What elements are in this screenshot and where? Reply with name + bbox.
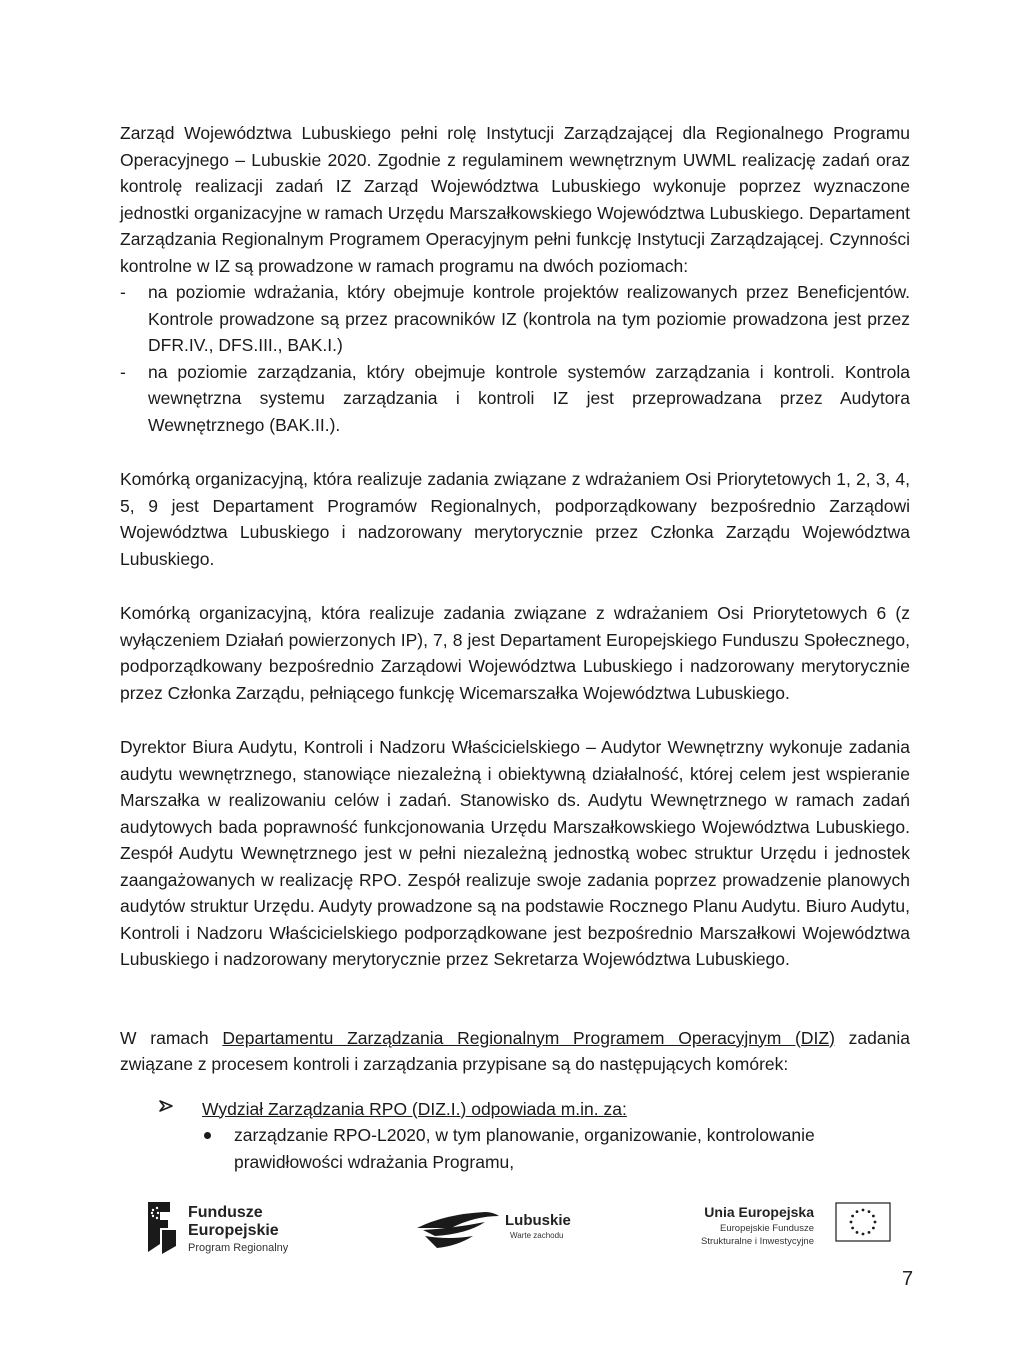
eu-flag-icon — [835, 1202, 891, 1242]
page-number: 7 — [902, 1268, 914, 1290]
paragraph-diz — [120, 1025, 910, 1078]
list-item: - na poziomie zarządzania, który obejmuje kontrole systemów zarządzania i kontroli. Kontrola wewnętrzna systemu zarządzania i kontroli IZ jest przeprowadzana przez Audytora Wewnętrznego (BAK.II.). — [120, 359, 910, 439]
ue-line2: Europejskie Fundusze — [720, 1223, 814, 1234]
fundusze-europejskie-icon — [140, 1198, 180, 1256]
subsection-heading-text: Wydział Zarządzania RPO (DIZ.I.) odpowiada m.in. za: — [202, 1098, 627, 1119]
footer-logos — [0, 1190, 1024, 1270]
bullet-dot-icon — [204, 1132, 211, 1139]
lubuskie-name: Lubuskie — [505, 1212, 571, 1229]
arrow-bullet-icon — [158, 1096, 178, 1123]
lubuskie-tagline: Warte zachodu — [510, 1231, 564, 1240]
ue-line3: Strukturalne i Inwestycyjne — [701, 1236, 814, 1247]
control-levels-list — [120, 279, 910, 438]
lubuskie-logo — [415, 1206, 585, 1256]
lubuskie-icon — [415, 1206, 501, 1252]
fundusze-europejskie-logo — [140, 1198, 340, 1258]
eu-logo — [650, 1198, 910, 1258]
paragraph-diz-prefix: W ramach — [120, 1027, 209, 1048]
subsection-heading — [120, 1096, 910, 1123]
fundusze-line1: Fundusze — [188, 1204, 263, 1221]
document-body — [120, 120, 910, 1175]
paragraph-audit: Dyrektor Biura Audytu, Kontroli i Nadzoru Właścicielskiego – Audytor Wewnętrzny wykonuje zadania audytu wewnętrznego, stanowiące niezależną i obiektywną działalność, której celem jest wspieranie Marszałka w realizowaniu celów i zadań. Stanowisko ds. Audytu Wewnętrznego w ramach zadań audytowych bada poprawność funkcjonowania Urzędu Marszałkowskiego Województwa Lubuskiego. Zespół Audytu Wewnętrznego jest w pełni niezależną jednostką wobec struktur Urzędu i jednostek zaangażowanych w realizację RPO. Zespół realizuje swoje zadania poprzez prowadzenie planowych audytów struktur Urzędu. Audyty prowadzone są na podstawie Rocznego Planu Audytu. Biuro Audytu, Kontroli i Nadzoru Właścicielskiego podporządkowane jest bezpośrednio Marszałkowi Województwa Lubuskiego i nadzorowany merytorycznie przez Sekretarza Województwa Lubuskiego. — [120, 737, 910, 969]
fundusze-line2: Europejskie — [188, 1222, 279, 1239]
list-item-text: zarządzanie RPO-L2020, w tym planowanie, organizowanie, kontrolowanie prawidłowości wdrażania Programu, — [234, 1125, 815, 1172]
ue-line1: Unia Europejska — [704, 1204, 814, 1220]
diz-department-name: Departamentu Zarządzania Regionalnym Programem Operacyjnym (DIZ) — [222, 1027, 835, 1048]
list-item — [200, 1122, 910, 1175]
fundusze-line3: Program Regionalny — [188, 1242, 289, 1254]
list-item: - na poziomie wdrażania, który obejmuje kontrole projektów realizowanych przez Beneficjentów. Kontrole prowadzone są przez pracowników IZ (kontrola na tym poziomie prowadzona jest przez DFR.IV., DFS.III., BAK.I.) — [120, 279, 910, 359]
paragraph-dpr: Komórką organizacyjną, która realizuje zadania związane z wdrażaniem Osi Priorytetowych 1, 2, 3, 4, 5, 9 jest Departament Programów Regionalnych, podporządkowany bezpośrednio Zarządowi Województwa Lubuskiego i nadzorowany merytorycznie przez Członka Zarządu Województwa Lubuskiego. — [120, 469, 910, 569]
paragraph-defs: Komórką organizacyjną, która realizuje zadania związane z wdrażaniem Osi Priorytetowych 6 (z wyłączeniem Działań powierzonych IP), 7, 8 jest Departament Europejskiego Funduszu Społecznego, podporządkowany bezpośrednio Zarządowi Województwa Lubuskiego i nadzorowany merytorycznie przez Członka Zarządu, pełniącego funkcję Wicemarszałka Województwa Lubuskiego. — [120, 603, 910, 703]
paragraph-intro: Zarząd Województwa Lubuskiego pełni rolę Instytucji Zarządzającej dla Regionalnego Programu Operacyjnego – Lubuskie 2020. Zgodnie z regulaminem wewnętrznym UWML realizację zadań oraz kontrolę realizacji zadań IZ Zarząd Województwa Lubuskiego wykonuje poprzez wyznaczone jednostki organizacyjne w ramach Urzędu Marszałkowskiego Województwa Lubuskiego. Departament Zarządzania Regionalnym Programem Operacyjnym pełni funkcję Instytucji Zarządzającej. Czynności kontrolne w IZ są prowadzone w ramach programu na dwóch poziomach: — [120, 123, 910, 276]
paragraph-diz-suffix: zadania związane z procesem kontroli i zarządzania przypisane są do następujących komórek: — [120, 1027, 910, 1074]
diz-duties-list — [120, 1122, 910, 1175]
